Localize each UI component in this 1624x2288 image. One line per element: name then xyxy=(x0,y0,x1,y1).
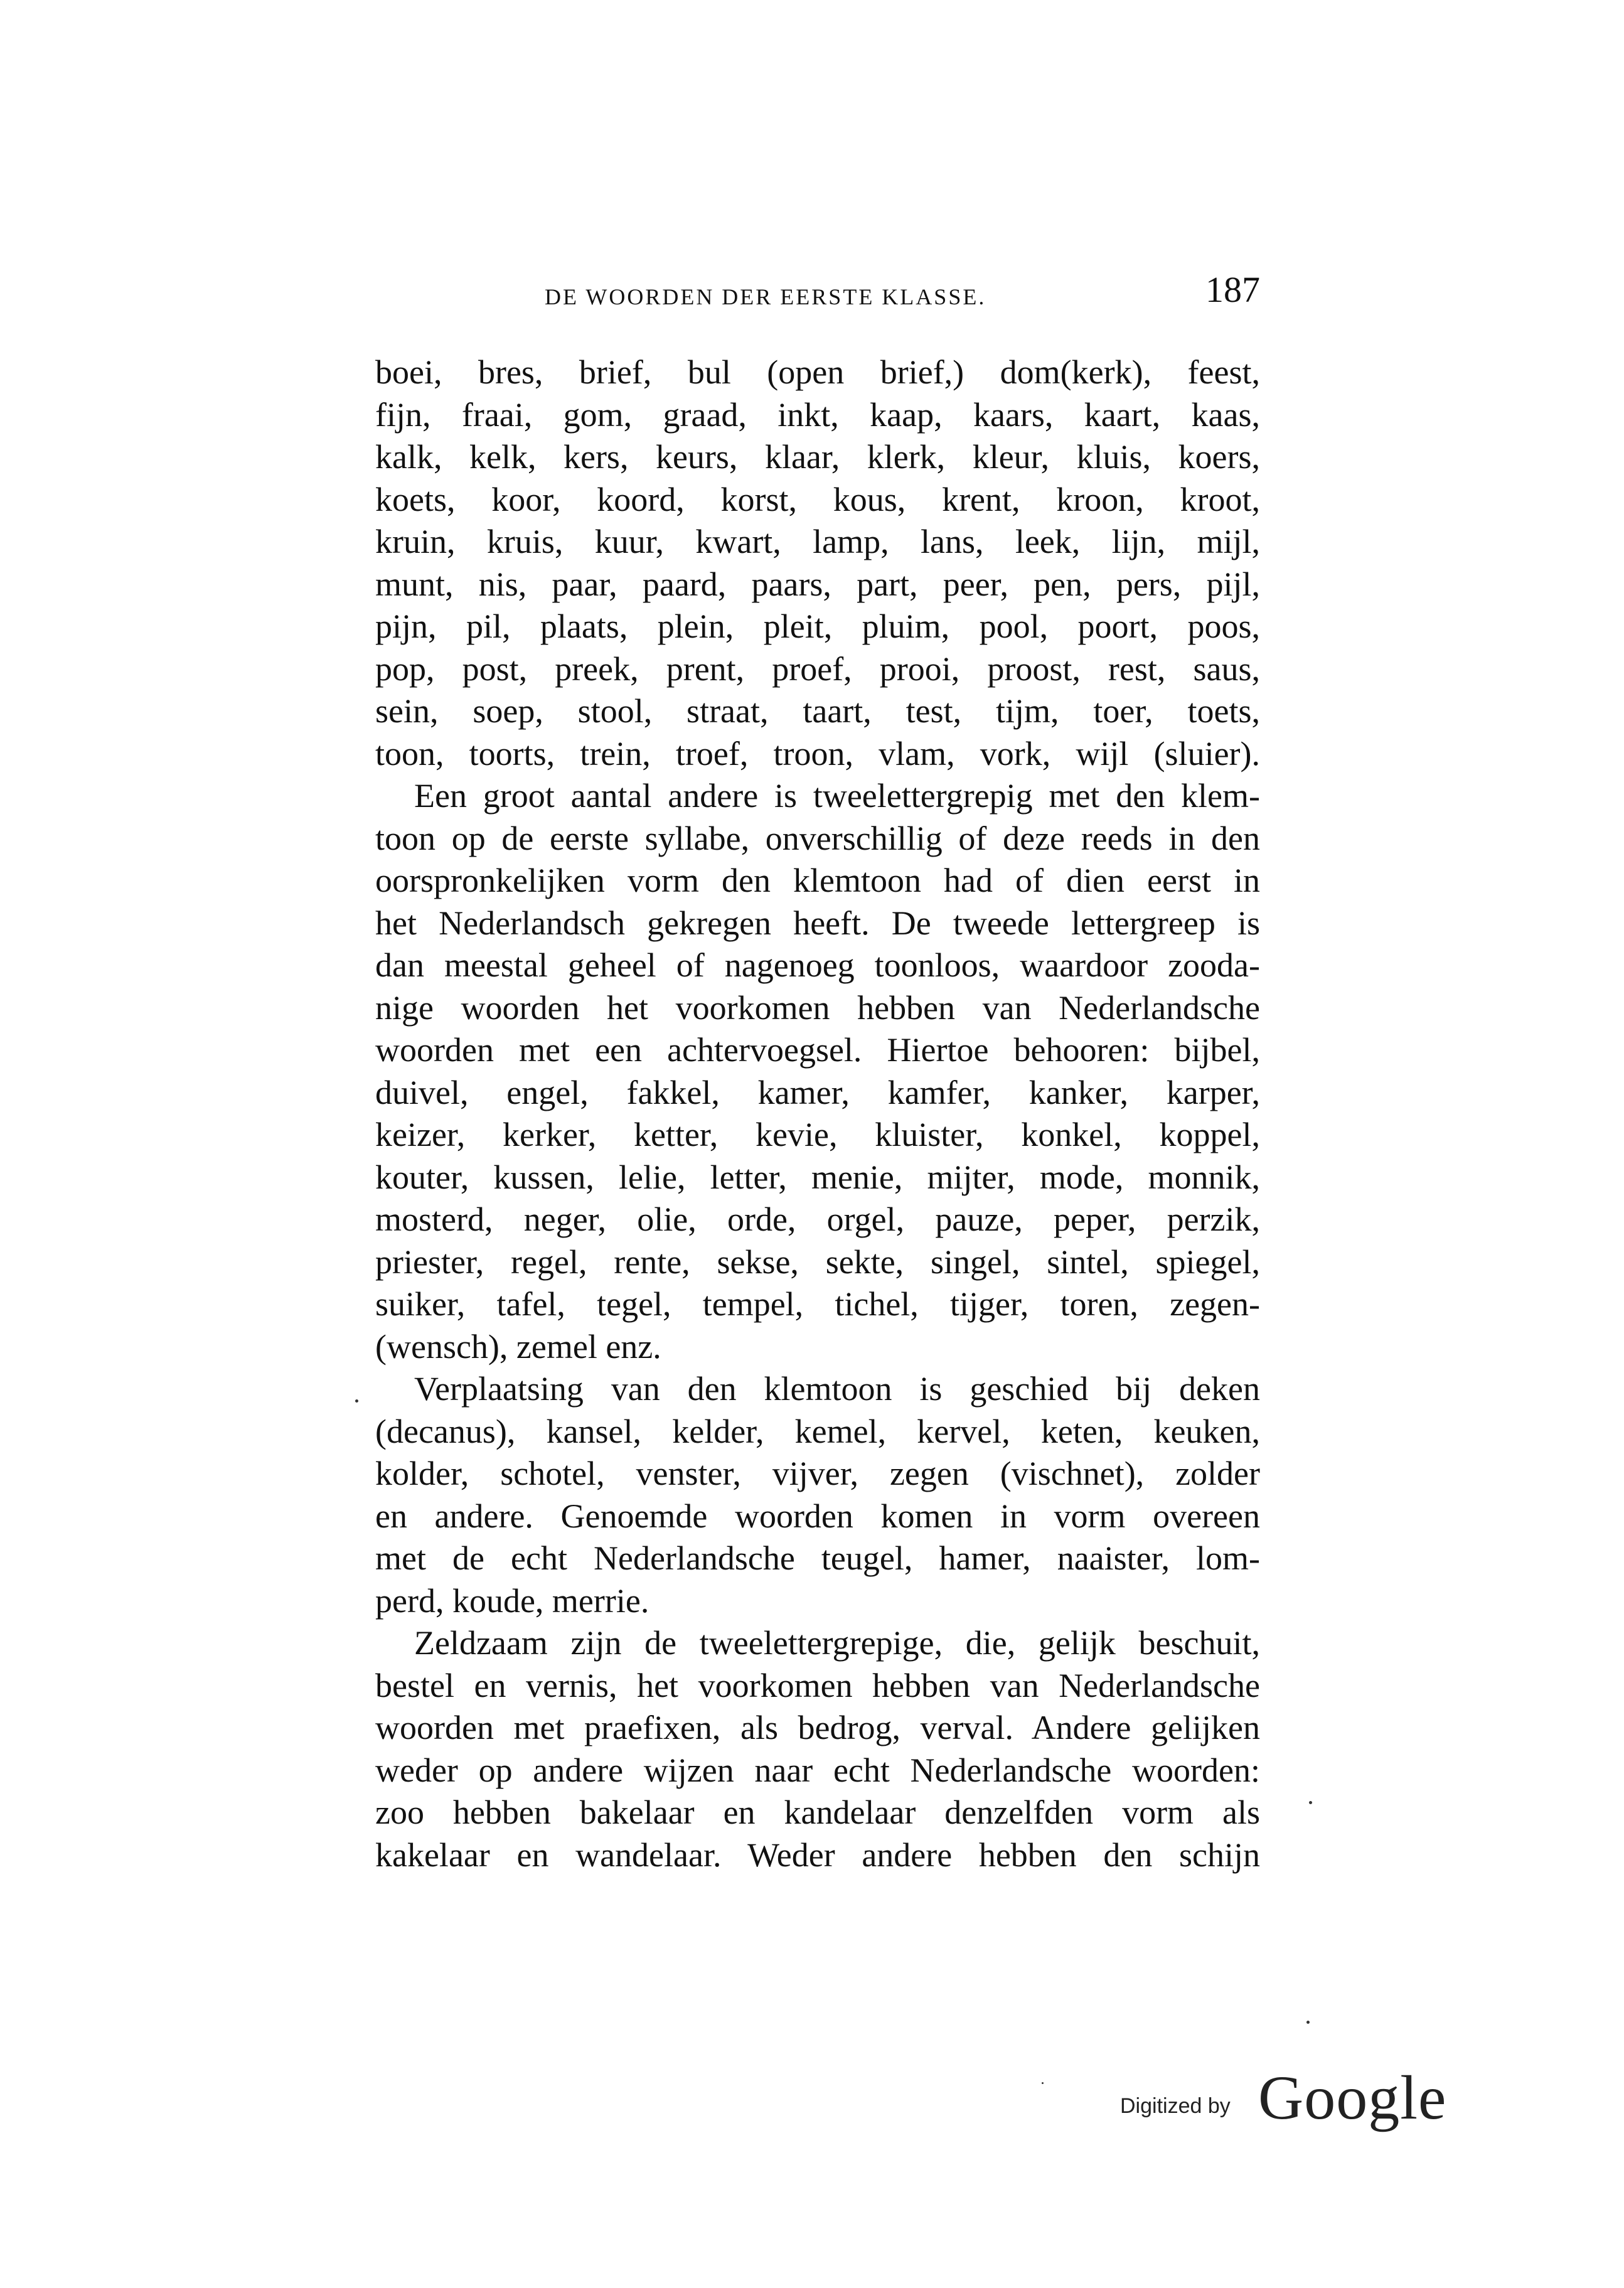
text-line: woorden met praefixen, als bedrog, verval. Andere gelijken xyxy=(375,1709,1260,1746)
running-head: DE WOORDEN DER EERSTE KLASSE. xyxy=(545,284,986,309)
text-line: kolder, schotel, venster, vijver, zegen (vischnet), zolder xyxy=(375,1455,1260,1492)
text-line: priester, regel, rente, sekse, sekte, singel, sintel, spiegel, xyxy=(375,1243,1260,1281)
text-line: duivel, engel, fakkel, kamer, kamfer, kanker, karper, xyxy=(375,1073,1260,1111)
digitized-by-label: Digitized by xyxy=(1120,2094,1231,2118)
paragraph-stress-shift xyxy=(375,1368,1260,1622)
paragraph-two-syllable-words xyxy=(375,775,1260,1368)
text-line: oorspronkelijken vorm den klemtoon had of dien eerst in xyxy=(375,862,1260,899)
google-logo: Google xyxy=(1258,2063,1447,2132)
text-line: dan meestal geheel of nagenoeg toonloos, waardoor zooda- xyxy=(375,946,1260,984)
text-line: mosterd, neger, olie, orde, orgel, pauze, peper, perzik, xyxy=(375,1200,1260,1238)
text-line: pijn, pil, plaats, plein, pleit, pluim, pool, poort, poos, xyxy=(375,607,1260,645)
page-header xyxy=(375,269,1260,325)
text-line: Zeldzaam zijn de tweelettergrepige, die, gelijk beschuit, xyxy=(414,1624,1260,1662)
text-line: Een groot aantal andere is tweelettergrepig met den klem- xyxy=(414,777,1260,815)
page-number: 187 xyxy=(1205,269,1260,310)
text-line: woorden met een achtervoegsel. Hiertoe behooren: bijbel, xyxy=(375,1031,1260,1069)
text-line: het Nederlandsch gekregen heeft. De tweede lettergreep is xyxy=(375,904,1260,942)
text-line: boei, bres, brief, bul (open brief,) dom(kerk), feest, xyxy=(375,353,1260,391)
text-line: en andere. Genoemde woorden komen in vorm overeen xyxy=(375,1497,1260,1535)
text-line: zoo hebben bakelaar en kandelaar denzelfden vorm als xyxy=(375,1794,1260,1831)
text-line: bestel en vernis, het voorkomen hebben van Nederlandsche xyxy=(375,1666,1260,1704)
text-line: kakelaar en wandelaar. Weder andere hebben den schijn xyxy=(375,1836,1260,1874)
text-line: kalk, kelk, kers, keurs, klaar, klerk, kleur, kluis, koers, xyxy=(375,438,1260,476)
text-line: koets, koor, koord, korst, kous, krent, kroon, kroot, xyxy=(375,480,1260,518)
text-line: met de echt Nederlandsche teugel, hamer, naaister, lom- xyxy=(375,1539,1260,1577)
text-line: Verplaatsing van den klemtoon is geschied bij deken xyxy=(414,1370,1260,1408)
paragraph-word-list xyxy=(375,351,1260,775)
text-line: (wensch), zemel enz. xyxy=(375,1327,661,1366)
text-line: nige woorden het voorkomen hebben van Nederlandsche xyxy=(375,988,1260,1027)
scan-speck xyxy=(355,1399,358,1403)
scan-speck xyxy=(1306,2021,1310,2024)
body-text xyxy=(375,351,1260,1876)
text-line: toon, toorts, trein, troef, troon, vlam, vork, wijl (sluier). xyxy=(375,734,1260,772)
text-line: sein, soep, stool, straat, taart, test, tijm, toer, toets, xyxy=(375,692,1260,730)
paragraph-rare-words xyxy=(375,1622,1260,1876)
text-line: (decanus), kansel, kelder, kemel, kervel, keten, keuken, xyxy=(375,1412,1260,1450)
scan-speck xyxy=(1309,1801,1312,1804)
text-line: munt, nis, paar, paard, paars, part, peer, pen, pers, pijl, xyxy=(375,565,1260,603)
scan-speck xyxy=(1042,2082,1044,2084)
text-line: kruin, kruis, kuur, kwart, lamp, lans, leek, lijn, mijl, xyxy=(375,523,1260,560)
text-line: perd, koude, merrie. xyxy=(375,1581,649,1620)
digitization-watermark xyxy=(1120,2061,1459,2137)
text-line: pop, post, preek, prent, proef, prooi, proost, rest, saus, xyxy=(375,650,1260,688)
text-line: keizer, kerker, ketter, kevie, kluister, konkel, koppel, xyxy=(375,1116,1260,1153)
text-line: suiker, tafel, tegel, tempel, tichel, tijger, toren, zegen- xyxy=(375,1285,1260,1323)
text-line: kouter, kussen, lelie, letter, menie, mijter, mode, monnik, xyxy=(375,1158,1260,1196)
text-line: toon op de eerste syllabe, onverschillig of deze reeds in den xyxy=(375,819,1260,857)
text-line: fijn, fraai, gom, graad, inkt, kaap, kaars, kaart, kaas, xyxy=(375,395,1260,434)
text-line: weder op andere wijzen naar echt Nederlandsche woorden: xyxy=(375,1751,1260,1789)
